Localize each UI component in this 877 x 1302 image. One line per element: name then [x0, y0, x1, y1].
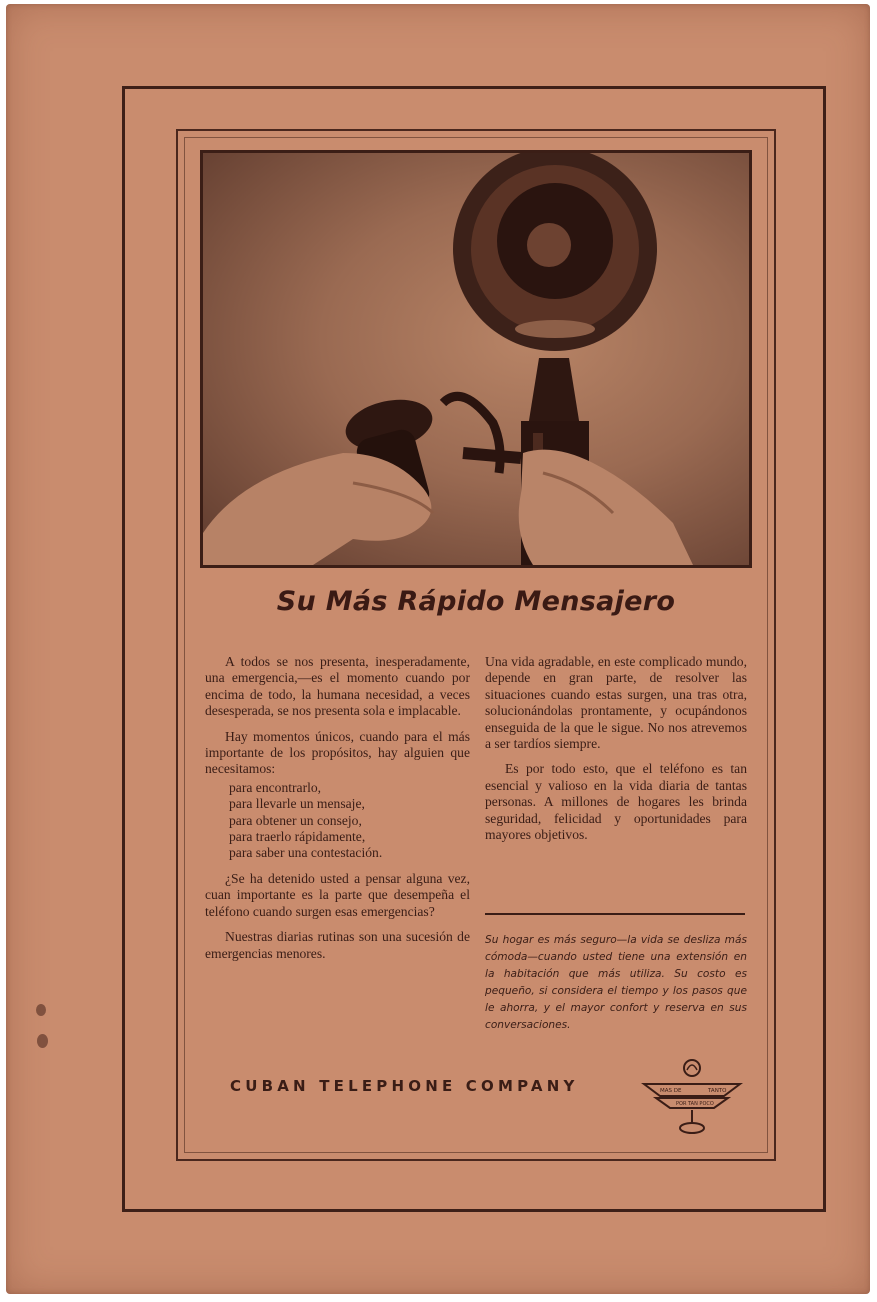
logo-text-bottom: POR TAN POCO — [676, 1101, 714, 1107]
logo-text-left: MAS DE — [660, 1088, 682, 1094]
needs-list — [205, 780, 470, 862]
paragraph: Nuestras diarias rutinas son una sucesión de emergencias menores. — [205, 929, 470, 961]
stain-mark — [37, 1034, 48, 1048]
headline: Su Más Rápido Mensajero — [276, 586, 676, 617]
stain-mark — [36, 1004, 46, 1016]
telephone-photo — [200, 150, 752, 568]
paragraph: Una vida agradable, en este complicado mundo, depende en gran parte, de resolver las situaciones cuando estas surgen, una tras otra, solucionándolas prontamente, y ocupándonos enseguida de la que le sigue. No nos atrevemos a ser tardíos siempre. — [485, 654, 747, 752]
company-name: CUBAN TELEPHONE COMPANY — [230, 1077, 579, 1095]
candlestick-telephone-illustration — [203, 153, 749, 565]
left-column — [205, 654, 470, 971]
paragraph: Es por todo esto, que el teléfono es tan esencial y valioso en la vida diaria de tantas personas. A millones de hogares les brinda seguridad, felicidad y oportunidades para mayores objetivos. — [485, 761, 747, 843]
list-item: para llevarle un mensaje, — [229, 796, 365, 812]
logo-text-right: TANTO — [708, 1088, 727, 1094]
list-item: para obtener un consejo, — [229, 812, 362, 828]
divider — [485, 913, 745, 915]
extension-note: Su hogar es más seguro—la vida se desliza más cómoda—cuando usted tiene una extensión en la habitación que más utiliza. Su costo es pequeño, si considera el tiempo y los pasos que le ahorra, y el mayor confort y reserva en sus conversaciones. — [485, 934, 747, 1031]
list-item: para traerlo rápidamente, — [229, 829, 366, 845]
paragraph: A todos se nos presenta, inesperadamente, una emergencia,—es el momento cuando por encima de todo, la humana necesidad, a veces desesperada, se nos presenta sola e implacable. — [205, 654, 470, 719]
paragraph: Hay momentos únicos, cuando para el más importante de los propósitos, hay alguien que necesitamos: — [205, 728, 470, 777]
paragraph: ¿Se ha detenido usted a pensar alguna vez, cuan importante es la parte que desempeña el teléfono cuando surgen esas emergencias? — [205, 870, 470, 919]
bell-wings-logo — [640, 1058, 744, 1136]
list-item: para encontrarlo, — [229, 779, 322, 795]
right-column — [485, 654, 747, 852]
list-item: para saber una contestación. — [229, 845, 383, 861]
